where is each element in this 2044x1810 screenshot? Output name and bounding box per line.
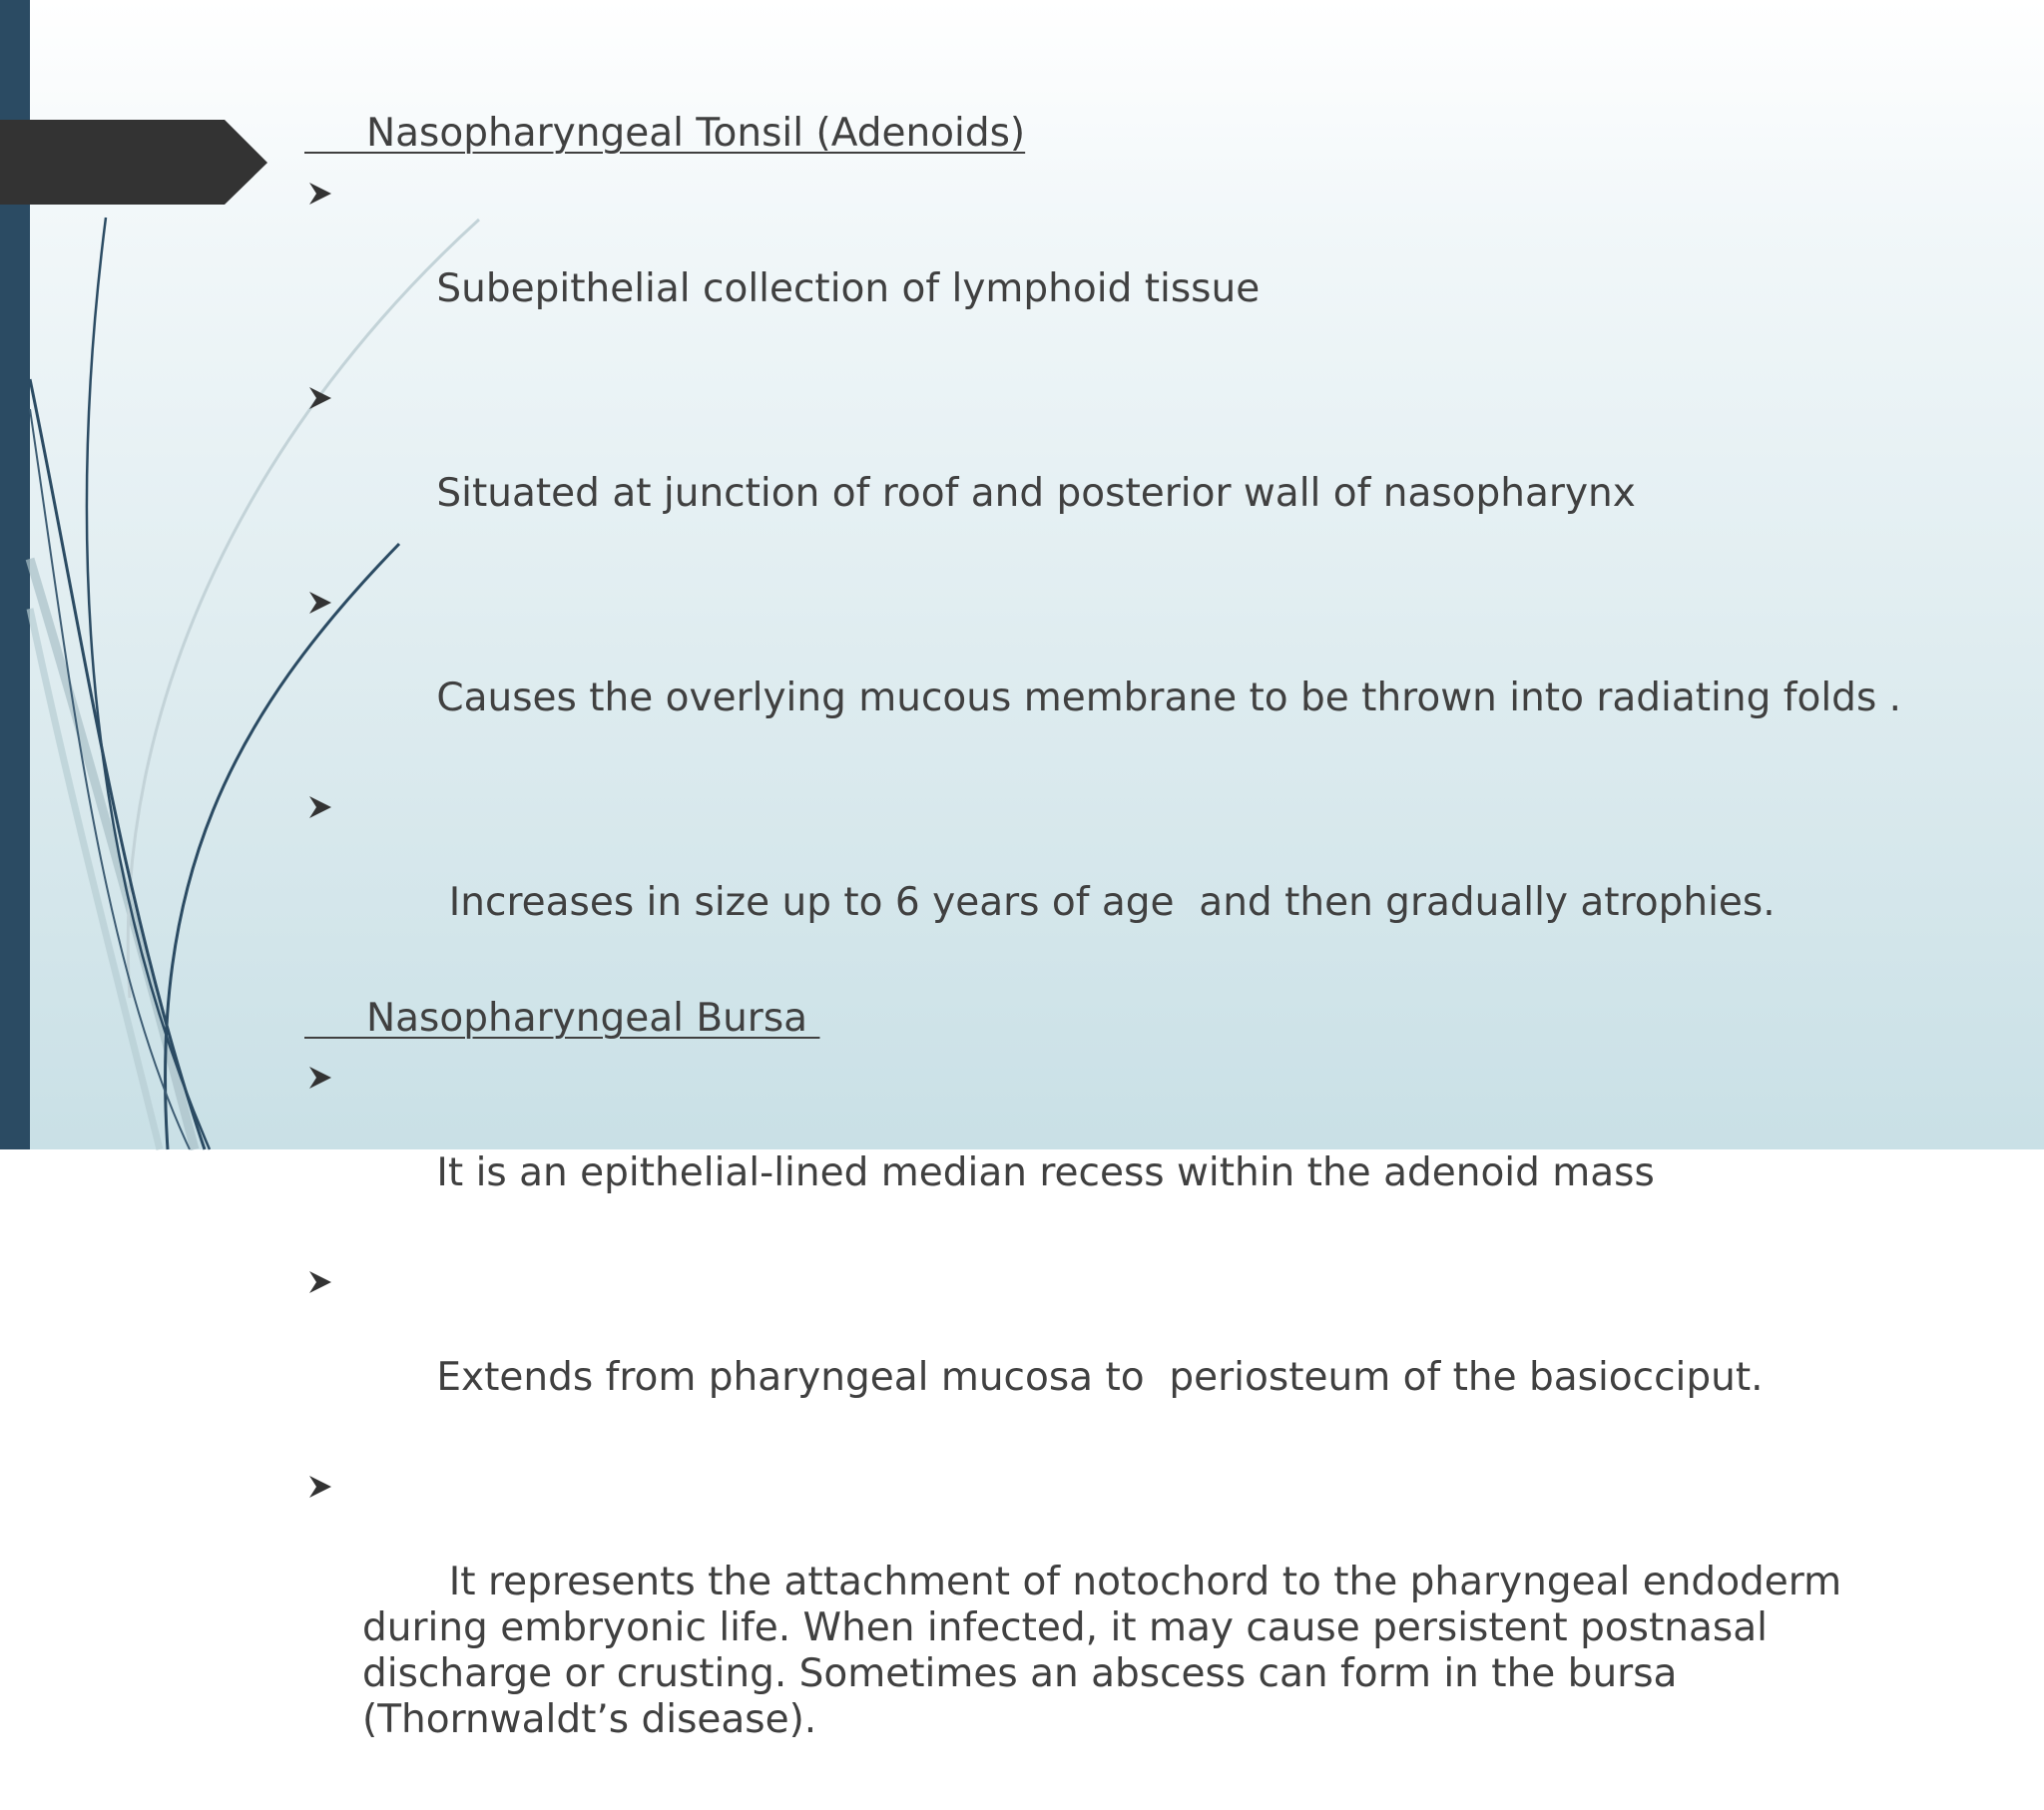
- bullet-item: [304, 584, 1941, 767]
- bullet-item: [304, 1468, 1941, 1789]
- bullet-item: [304, 1059, 1941, 1242]
- section-heading-adenoids: Nasopharyngeal Tonsil (Adenoids): [304, 111, 1026, 156]
- bullet-text: Causes the overlying mucous membrane to be thrown into radiating folds .: [436, 676, 1902, 720]
- arrowhead-bullet-icon: [307, 1269, 333, 1295]
- bullet-item: [304, 379, 1941, 563]
- bullet-text: It is an epithelial-lined median recess within the adenoid mass: [436, 1150, 1655, 1195]
- arrowhead-bullet-icon: [307, 1474, 333, 1500]
- bullet-item: [304, 175, 1941, 358]
- section-heading-bursa: Nasopharyngeal Bursa: [304, 996, 820, 1041]
- arrowhead-bullet-icon: [307, 181, 333, 207]
- bullet-item: [304, 788, 1941, 972]
- arrowhead-bullet-icon: [307, 590, 333, 616]
- slide-content: [304, 108, 1941, 1810]
- bullet-text: It represents the attachment of notochord to the pharyngeal endoderm during embryonic life. When infected, it may cause persistent postnasal discharge or crusting. Sometimes an abscess can form in the bursa (Thornwaldt’s disease).: [362, 1560, 1854, 1742]
- pointer-tab-shape: [0, 120, 267, 205]
- arrowhead-bullet-icon: [307, 1065, 333, 1091]
- bullet-text: Extends from pharyngeal mucosa to periosteum of the basiocciput.: [436, 1355, 1764, 1400]
- bullet-text: Increases in size up to 6 years of age and then gradually atrophies.: [436, 880, 1776, 925]
- arrowhead-bullet-icon: [307, 794, 333, 820]
- arrowhead-bullet-icon: [307, 385, 333, 411]
- bullet-text: Subepithelial collection of lymphoid tissue: [436, 266, 1261, 311]
- bullet-text: Situated at junction of roof and posterior wall of nasopharynx: [436, 471, 1636, 516]
- bullet-item: [304, 1263, 1941, 1447]
